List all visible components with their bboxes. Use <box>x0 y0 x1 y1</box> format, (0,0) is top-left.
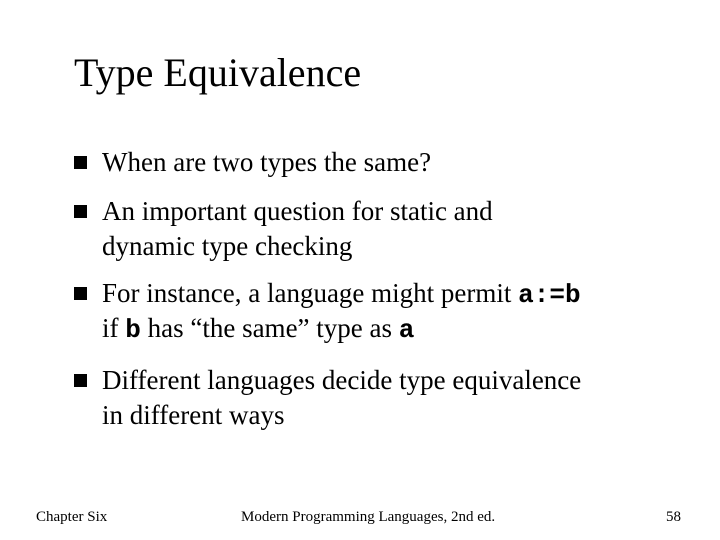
footer-page-number: 58 <box>666 509 681 525</box>
bullet-2-line-1: An important question for static and <box>102 196 493 226</box>
bullet-4-line-2: in different ways <box>102 400 285 430</box>
bullet-3-text: For instance, a language might permit <box>102 278 519 308</box>
square-bullet-icon <box>74 156 87 169</box>
footer-book-title: Modern Programming Languages, 2nd ed. <box>241 509 496 525</box>
bullet-2-line-2: dynamic type checking <box>102 231 353 261</box>
code-var-b: b <box>125 315 141 345</box>
slide-title: Type Equivalence <box>74 50 362 95</box>
footer-chapter: Chapter Six <box>36 509 108 525</box>
square-bullet-icon <box>74 287 87 300</box>
code-var-a: a <box>398 315 415 345</box>
bullet-3-line-2 <box>102 311 414 348</box>
bullet-3-text-if: if <box>102 313 126 343</box>
square-bullet-icon <box>74 374 87 387</box>
code-assignment: a:=b <box>518 280 581 310</box>
bullet-1-text: When are two types the same? <box>102 147 432 177</box>
bullet-3-text-mid: has “the same” type as <box>140 313 399 343</box>
bullet-3-line-1 <box>102 276 581 313</box>
square-bullet-icon <box>74 205 87 218</box>
bullet-4-line-1: Different languages decide type equivalence <box>102 365 582 395</box>
